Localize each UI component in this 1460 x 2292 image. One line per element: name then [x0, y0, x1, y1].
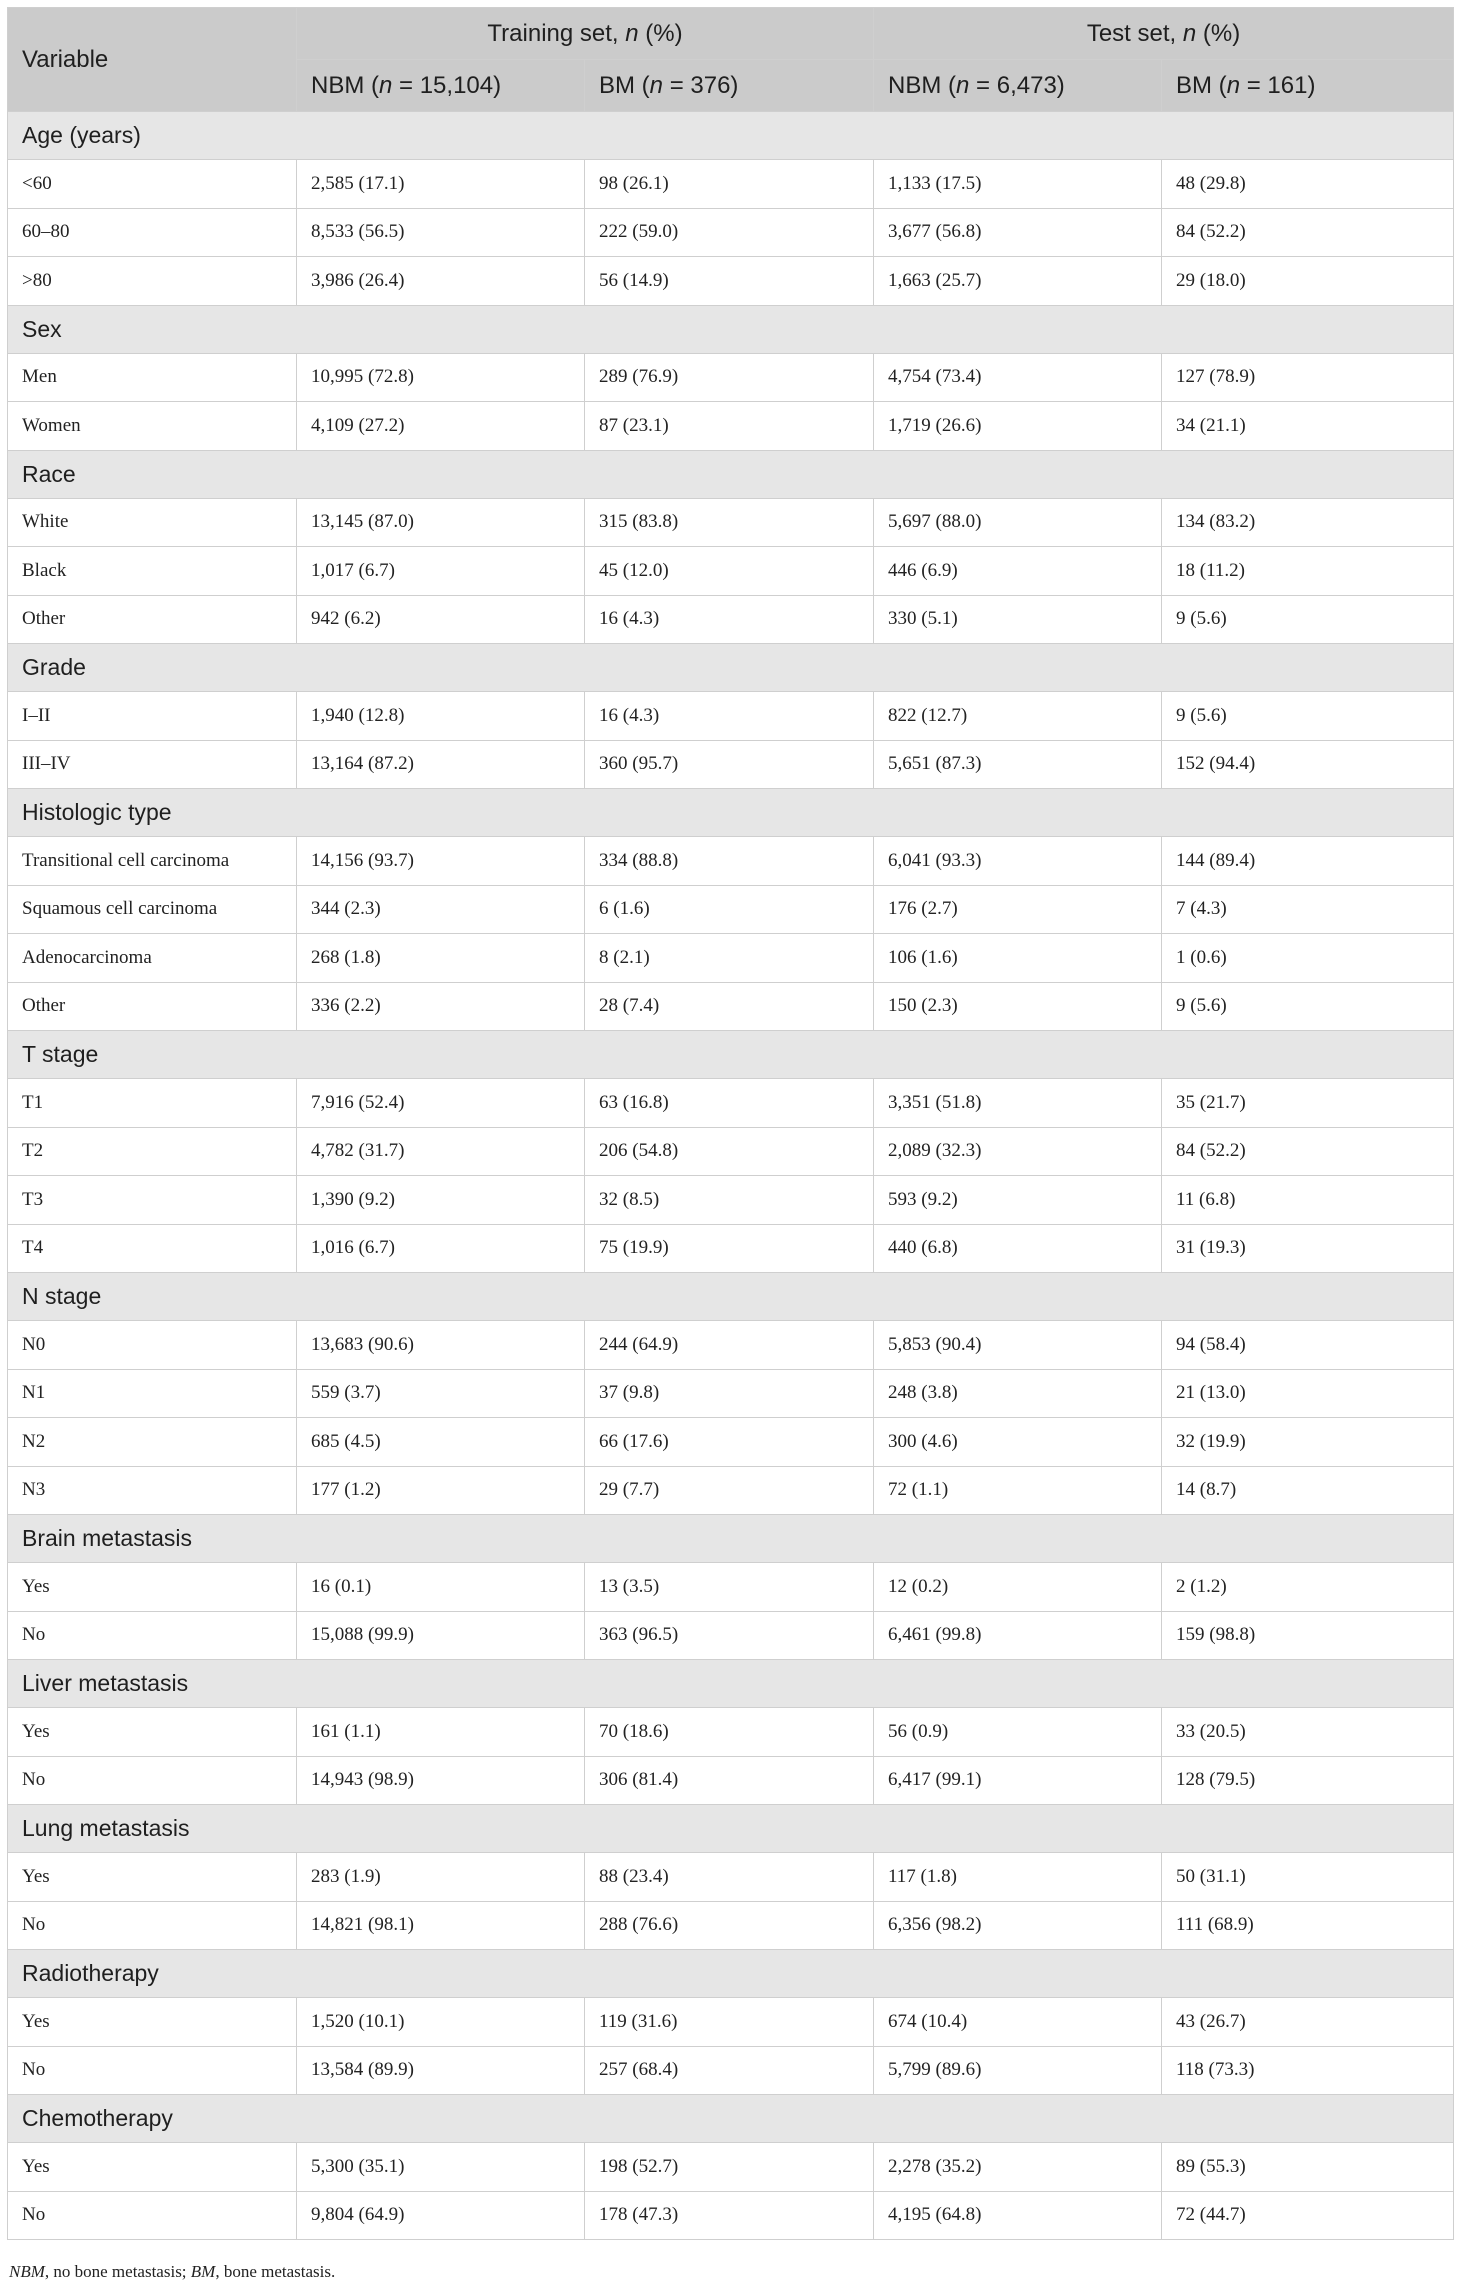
training-bm-cell: 32 (8.5): [585, 1176, 874, 1225]
test-nbm-cell: 6,461 (99.8): [874, 1611, 1162, 1660]
training-bm-cell: 289 (76.9): [585, 353, 874, 402]
row-label: N0: [8, 1321, 297, 1370]
test-bm-cell: 21 (13.0): [1162, 1369, 1454, 1418]
section-header-row: [8, 1660, 1454, 1708]
test-nbm-cell: 106 (1.6): [874, 934, 1162, 983]
training-bm-cell: 360 (95.7): [585, 740, 874, 789]
training-bm-cell: 16 (4.3): [585, 595, 874, 644]
header-training-bm: BM (n = 376): [585, 60, 874, 112]
test-nbm-cell: 3,677 (56.8): [874, 208, 1162, 257]
table-row: [8, 353, 1454, 402]
table-row: [8, 1563, 1454, 1612]
test-nbm-cell: 2,089 (32.3): [874, 1127, 1162, 1176]
table-row: [8, 885, 1454, 934]
training-nbm-cell: 13,145 (87.0): [297, 498, 585, 547]
table-row: [8, 402, 1454, 451]
section-title: T stage: [8, 1031, 1454, 1079]
training-nbm-cell: 3,986 (26.4): [297, 257, 585, 306]
test-bm-cell: 34 (21.1): [1162, 402, 1454, 451]
training-bm-cell: 28 (7.4): [585, 982, 874, 1031]
table-row: [8, 1176, 1454, 1225]
row-label: >80: [8, 257, 297, 306]
training-nbm-cell: 16 (0.1): [297, 1563, 585, 1612]
training-bm-cell: 66 (17.6): [585, 1418, 874, 1467]
row-label: Other: [8, 595, 297, 644]
test-nbm-cell: 5,697 (88.0): [874, 498, 1162, 547]
test-bm-cell: 9 (5.6): [1162, 692, 1454, 741]
training-bm-cell: 8 (2.1): [585, 934, 874, 983]
table-row: [8, 498, 1454, 547]
table-row: [8, 837, 1454, 886]
training-bm-cell: 198 (52.7): [585, 2143, 874, 2192]
training-bm-cell: 334 (88.8): [585, 837, 874, 886]
training-bm-cell: 244 (64.9): [585, 1321, 874, 1370]
header-test-bm: BM (n = 161): [1162, 60, 1454, 112]
training-nbm-cell: 10,995 (72.8): [297, 353, 585, 402]
test-nbm-cell: 5,853 (90.4): [874, 1321, 1162, 1370]
test-nbm-cell: 4,195 (64.8): [874, 2191, 1162, 2240]
table-row: [8, 547, 1454, 596]
training-bm-cell: 119 (31.6): [585, 1998, 874, 2047]
training-bm-cell: 98 (26.1): [585, 160, 874, 209]
section-title: Radiotherapy: [8, 1950, 1454, 1998]
training-bm-cell: 257 (68.4): [585, 2046, 874, 2095]
test-nbm-cell: 5,799 (89.6): [874, 2046, 1162, 2095]
training-nbm-cell: 2,585 (17.1): [297, 160, 585, 209]
section-header-row: [8, 644, 1454, 692]
training-bm-cell: 6 (1.6): [585, 885, 874, 934]
test-bm-cell: 35 (21.7): [1162, 1079, 1454, 1128]
row-label: Adenocarcinoma: [8, 934, 297, 983]
baseline-characteristics-table-container: [7, 7, 1453, 2240]
table-row: [8, 1079, 1454, 1128]
test-nbm-cell: 6,041 (93.3): [874, 837, 1162, 886]
test-nbm-cell: 1,663 (25.7): [874, 257, 1162, 306]
table-row: [8, 2046, 1454, 2095]
test-bm-cell: 11 (6.8): [1162, 1176, 1454, 1225]
row-label: N3: [8, 1466, 297, 1515]
row-label: T1: [8, 1079, 297, 1128]
training-nbm-cell: 13,164 (87.2): [297, 740, 585, 789]
row-label: 60–80: [8, 208, 297, 257]
test-bm-cell: 128 (79.5): [1162, 1756, 1454, 1805]
training-bm-cell: 45 (12.0): [585, 547, 874, 596]
training-nbm-cell: 942 (6.2): [297, 595, 585, 644]
training-nbm-cell: 15,088 (99.9): [297, 1611, 585, 1660]
test-nbm-cell: 248 (3.8): [874, 1369, 1162, 1418]
table-row: [8, 1224, 1454, 1273]
section-header-row: [8, 112, 1454, 160]
training-nbm-cell: 14,156 (93.7): [297, 837, 585, 886]
test-bm-cell: 134 (83.2): [1162, 498, 1454, 547]
row-label: Yes: [8, 1563, 297, 1612]
test-bm-cell: 72 (44.7): [1162, 2191, 1454, 2240]
training-bm-cell: 70 (18.6): [585, 1708, 874, 1757]
row-label: No: [8, 2046, 297, 2095]
section-title: Age (years): [8, 112, 1454, 160]
training-nbm-cell: 177 (1.2): [297, 1466, 585, 1515]
table-row: [8, 1127, 1454, 1176]
test-bm-cell: 32 (19.9): [1162, 1418, 1454, 1467]
test-bm-cell: 43 (26.7): [1162, 1998, 1454, 2047]
table-row: [8, 1418, 1454, 1467]
training-nbm-cell: 1,520 (10.1): [297, 1998, 585, 2047]
table-header: [8, 8, 1454, 112]
row-label: T4: [8, 1224, 297, 1273]
test-nbm-cell: 674 (10.4): [874, 1998, 1162, 2047]
section-title: Race: [8, 450, 1454, 498]
training-bm-cell: 16 (4.3): [585, 692, 874, 741]
training-nbm-cell: 9,804 (64.9): [297, 2191, 585, 2240]
table-row: [8, 2191, 1454, 2240]
row-label: Yes: [8, 1853, 297, 1902]
section-header-row: [8, 1805, 1454, 1853]
test-bm-cell: 18 (11.2): [1162, 547, 1454, 596]
section-title: Brain metastasis: [8, 1515, 1454, 1563]
test-bm-cell: 144 (89.4): [1162, 837, 1454, 886]
section-header-row: [8, 450, 1454, 498]
section-header-row: [8, 1031, 1454, 1079]
test-bm-cell: 89 (55.3): [1162, 2143, 1454, 2192]
section-title: Grade: [8, 644, 1454, 692]
test-nbm-cell: 5,651 (87.3): [874, 740, 1162, 789]
test-nbm-cell: 12 (0.2): [874, 1563, 1162, 1612]
training-nbm-cell: 1,390 (9.2): [297, 1176, 585, 1225]
section-header-row: [8, 1515, 1454, 1563]
test-nbm-cell: 440 (6.8): [874, 1224, 1162, 1273]
training-bm-cell: 306 (81.4): [585, 1756, 874, 1805]
header-test-nbm: NBM (n = 6,473): [874, 60, 1162, 112]
row-label: Black: [8, 547, 297, 596]
test-nbm-cell: 72 (1.1): [874, 1466, 1162, 1515]
test-bm-cell: 33 (20.5): [1162, 1708, 1454, 1757]
test-bm-cell: 118 (73.3): [1162, 2046, 1454, 2095]
row-label: Transitional cell carcinoma: [8, 837, 297, 886]
section-title: N stage: [8, 1273, 1454, 1321]
header-row-groups: [8, 8, 1454, 60]
training-bm-cell: 75 (19.9): [585, 1224, 874, 1273]
training-bm-cell: 87 (23.1): [585, 402, 874, 451]
header-training-nbm: NBM (n = 15,104): [297, 60, 585, 112]
training-bm-cell: 206 (54.8): [585, 1127, 874, 1176]
test-bm-cell: 31 (19.3): [1162, 1224, 1454, 1273]
test-nbm-cell: 150 (2.3): [874, 982, 1162, 1031]
section-title: Liver metastasis: [8, 1660, 1454, 1708]
test-nbm-cell: 300 (4.6): [874, 1418, 1162, 1467]
training-nbm-cell: 336 (2.2): [297, 982, 585, 1031]
test-bm-cell: 29 (18.0): [1162, 257, 1454, 306]
row-label: Men: [8, 353, 297, 402]
training-nbm-cell: 5,300 (35.1): [297, 2143, 585, 2192]
training-nbm-cell: 283 (1.9): [297, 1853, 585, 1902]
table-row: [8, 1901, 1454, 1950]
test-nbm-cell: 330 (5.1): [874, 595, 1162, 644]
section-title: Sex: [8, 305, 1454, 353]
table-body: [8, 112, 1454, 2240]
row-label: Squamous cell carcinoma: [8, 885, 297, 934]
row-label: T2: [8, 1127, 297, 1176]
table-row: [8, 1466, 1454, 1515]
test-nbm-cell: 176 (2.7): [874, 885, 1162, 934]
table-row: [8, 934, 1454, 983]
row-label: N1: [8, 1369, 297, 1418]
test-bm-cell: 94 (58.4): [1162, 1321, 1454, 1370]
section-header-row: [8, 2095, 1454, 2143]
table-row: [8, 2143, 1454, 2192]
training-bm-cell: 88 (23.4): [585, 1853, 874, 1902]
training-nbm-cell: 161 (1.1): [297, 1708, 585, 1757]
training-bm-cell: 288 (76.6): [585, 1901, 874, 1950]
header-test-set: Test set, n (%): [874, 8, 1454, 60]
test-bm-cell: 48 (29.8): [1162, 160, 1454, 209]
test-nbm-cell: 117 (1.8): [874, 1853, 1162, 1902]
row-label: No: [8, 1611, 297, 1660]
row-label: Yes: [8, 1708, 297, 1757]
training-nbm-cell: 14,821 (98.1): [297, 1901, 585, 1950]
training-bm-cell: 178 (47.3): [585, 2191, 874, 2240]
training-nbm-cell: 344 (2.3): [297, 885, 585, 934]
test-bm-cell: 9 (5.6): [1162, 982, 1454, 1031]
test-bm-cell: 152 (94.4): [1162, 740, 1454, 789]
table-row: [8, 1611, 1454, 1660]
test-bm-cell: 7 (4.3): [1162, 885, 1454, 934]
row-label: T3: [8, 1176, 297, 1225]
table-row: [8, 1369, 1454, 1418]
row-label: White: [8, 498, 297, 547]
row-label: <60: [8, 160, 297, 209]
training-nbm-cell: 4,782 (31.7): [297, 1127, 585, 1176]
test-bm-cell: 111 (68.9): [1162, 1901, 1454, 1950]
training-nbm-cell: 559 (3.7): [297, 1369, 585, 1418]
test-bm-cell: 14 (8.7): [1162, 1466, 1454, 1515]
test-bm-cell: 159 (98.8): [1162, 1611, 1454, 1660]
test-nbm-cell: 2,278 (35.2): [874, 2143, 1162, 2192]
row-label: No: [8, 2191, 297, 2240]
row-label: No: [8, 1756, 297, 1805]
test-nbm-cell: 6,356 (98.2): [874, 1901, 1162, 1950]
row-label: No: [8, 1901, 297, 1950]
table-row: [8, 692, 1454, 741]
training-nbm-cell: 268 (1.8): [297, 934, 585, 983]
table-row: [8, 595, 1454, 644]
training-nbm-cell: 14,943 (98.9): [297, 1756, 585, 1805]
row-label: N2: [8, 1418, 297, 1467]
baseline-characteristics-table: [7, 7, 1454, 2240]
table-footnote: NBM, no bone metastasis; BM, bone metastasis.: [9, 2262, 336, 2281]
training-nbm-cell: 13,683 (90.6): [297, 1321, 585, 1370]
header-variable: Variable: [8, 8, 297, 112]
training-bm-cell: 29 (7.7): [585, 1466, 874, 1515]
training-nbm-cell: 7,916 (52.4): [297, 1079, 585, 1128]
test-nbm-cell: 1,133 (17.5): [874, 160, 1162, 209]
test-nbm-cell: 3,351 (51.8): [874, 1079, 1162, 1128]
training-nbm-cell: 13,584 (89.9): [297, 2046, 585, 2095]
test-bm-cell: 50 (31.1): [1162, 1853, 1454, 1902]
training-bm-cell: 56 (14.9): [585, 257, 874, 306]
table-row: [8, 1708, 1454, 1757]
table-row: [8, 740, 1454, 789]
training-bm-cell: 363 (96.5): [585, 1611, 874, 1660]
table-row: [8, 982, 1454, 1031]
section-title: Histologic type: [8, 789, 1454, 837]
test-nbm-cell: 446 (6.9): [874, 547, 1162, 596]
table-row: [8, 160, 1454, 209]
table-row: [8, 1998, 1454, 2047]
section-header-row: [8, 305, 1454, 353]
test-nbm-cell: 593 (9.2): [874, 1176, 1162, 1225]
row-label: Women: [8, 402, 297, 451]
row-label: I–II: [8, 692, 297, 741]
test-bm-cell: 2 (1.2): [1162, 1563, 1454, 1612]
section-title: Lung metastasis: [8, 1805, 1454, 1853]
row-label: III–IV: [8, 740, 297, 789]
training-nbm-cell: 685 (4.5): [297, 1418, 585, 1467]
training-bm-cell: 63 (16.8): [585, 1079, 874, 1128]
section-header-row: [8, 789, 1454, 837]
table-row: [8, 1321, 1454, 1370]
section-header-row: [8, 1950, 1454, 1998]
test-nbm-cell: 6,417 (99.1): [874, 1756, 1162, 1805]
row-label: Yes: [8, 2143, 297, 2192]
row-label: Other: [8, 982, 297, 1031]
test-nbm-cell: 822 (12.7): [874, 692, 1162, 741]
header-training-set: Training set, n (%): [297, 8, 874, 60]
test-nbm-cell: 1,719 (26.6): [874, 402, 1162, 451]
table-row: [8, 1756, 1454, 1805]
training-nbm-cell: 1,940 (12.8): [297, 692, 585, 741]
training-bm-cell: 13 (3.5): [585, 1563, 874, 1612]
test-bm-cell: 84 (52.2): [1162, 1127, 1454, 1176]
training-nbm-cell: 8,533 (56.5): [297, 208, 585, 257]
training-bm-cell: 37 (9.8): [585, 1369, 874, 1418]
test-bm-cell: 84 (52.2): [1162, 208, 1454, 257]
test-bm-cell: 127 (78.9): [1162, 353, 1454, 402]
section-header-row: [8, 1273, 1454, 1321]
training-bm-cell: 315 (83.8): [585, 498, 874, 547]
test-nbm-cell: 56 (0.9): [874, 1708, 1162, 1757]
row-label: Yes: [8, 1998, 297, 2047]
training-nbm-cell: 1,016 (6.7): [297, 1224, 585, 1273]
table-row: [8, 257, 1454, 306]
training-nbm-cell: 1,017 (6.7): [297, 547, 585, 596]
training-bm-cell: 222 (59.0): [585, 208, 874, 257]
test-bm-cell: 1 (0.6): [1162, 934, 1454, 983]
table-row: [8, 1853, 1454, 1902]
table-row: [8, 208, 1454, 257]
section-title: Chemotherapy: [8, 2095, 1454, 2143]
test-nbm-cell: 4,754 (73.4): [874, 353, 1162, 402]
test-bm-cell: 9 (5.6): [1162, 595, 1454, 644]
training-nbm-cell: 4,109 (27.2): [297, 402, 585, 451]
